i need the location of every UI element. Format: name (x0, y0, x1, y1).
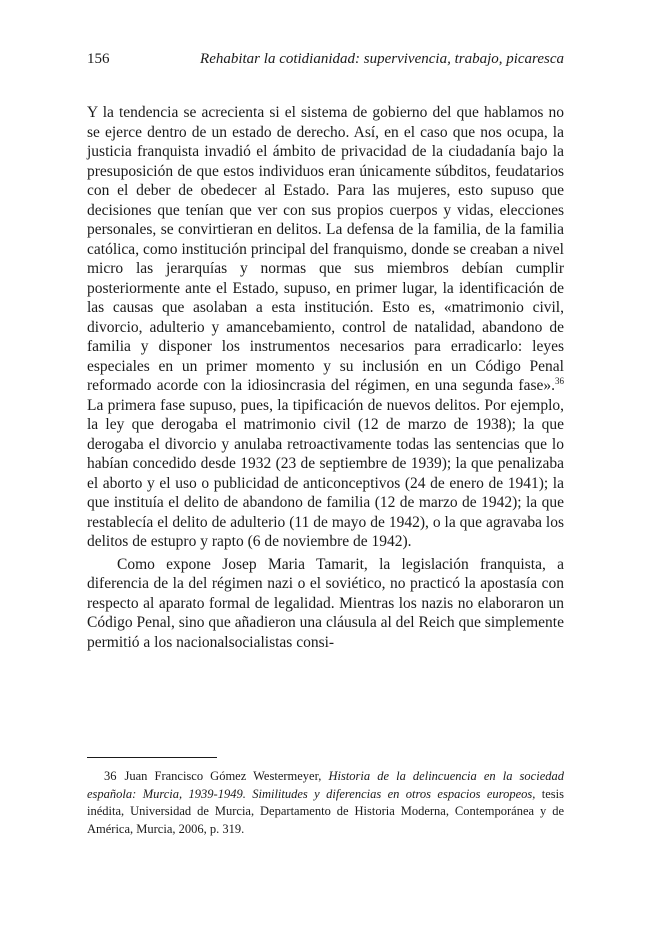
footnote-author: Juan Francisco Gómez Westermeyer, (124, 769, 329, 783)
paragraph-1-text-a: Y la tendencia se acrecienta si el sistema de gobierno del que hablamos no se ejerce dentro de un estado de derecho. Así, en el caso que nos ocupa, la justicia franquista invadió el ámbito de privacidad de la ciudadanía bajo la presuposición de que estos individuos eran únicamente súbditos, feudatarios con el deber de obedecer al Estado. Para las mujeres, esto supuso que decisiones que tenían que ver con sus propios cuerpos y vidas, elecciones personales, se convirtieran en delitos. La defensa de la familia, de la familia católica, como institución principal del franquismo, donde se creaban a nivel micro las jerarquías y normas que sus miembros debían cumplir posteriormente ante el Estado, supuso, en primer lugar, la identificación de las causas que asolaban a esta institución. Esto es, «matrimonio civil, divorcio, adulterio y amancebamiento, control de natalidad, abandono de familia y disponer los instrumentos necesarios para erradicarlo: leyes especiales en un primer momento y su inclusión en un Código Penal reformado acorde con la idiosincrasia del régimen, en una segunda fase». (87, 104, 564, 394)
body-text (87, 103, 564, 652)
footnote-divider (87, 757, 217, 758)
paragraph-1-text-b: La primera fase supuso, pues, la tipificación de nuevos delitos. Por ejemplo, la ley que derogaba el matrimonio civil (12 de marzo de 1938); la que derogaba el divorcio y anulaba retroactivamente todas las sentencias que lo habían concedido desde 1932 (23 de septiembre de 1939); la que penalizaba el aborto y el uso o publicidad de anticonceptivos (24 de enero de 1941); la que instituía el delito de abandono de familia (12 de marzo de 1942); la que restablecía el delito de adulterio (11 de mayo de 1942), o la que agravaba los delitos de estupro y rapto (6 de noviembre de 1942). (87, 396, 564, 550)
footnote-title: Historia de la delincuencia en la sociedad española: Murcia, 1939-1949. Similitudes y diferencias en otros espacios europeos, (87, 769, 564, 801)
footnote-36 (87, 768, 564, 838)
paragraph-1 (87, 103, 564, 552)
footnote-number: 36 (104, 769, 117, 783)
footnote-details: tesis inédita, Universidad de Murcia, Departamento de Historia Moderna, Contemporánea y de América, Murcia, 2006, p. 319. (87, 786, 564, 836)
paragraph-2: Como expone Josep Maria Tamarit, la legislación franquista, a diferencia de la del régimen nazi o el soviético, no practicó la apostasía con respecto al aparato formal de legalidad. Mientras los nazis no elaboraron un Código Penal, sino que añadieron una cláusula al del Reich que simplemente permitió a los nacionalsocialistas consi- (87, 555, 564, 651)
book-page (87, 0, 564, 932)
page-number: 156 (87, 51, 110, 67)
running-title: Rehabitar la cotidianidad: supervivencia, trabajo, picaresca (200, 51, 564, 67)
footnote-reference[interactable]: 36 (555, 376, 564, 386)
